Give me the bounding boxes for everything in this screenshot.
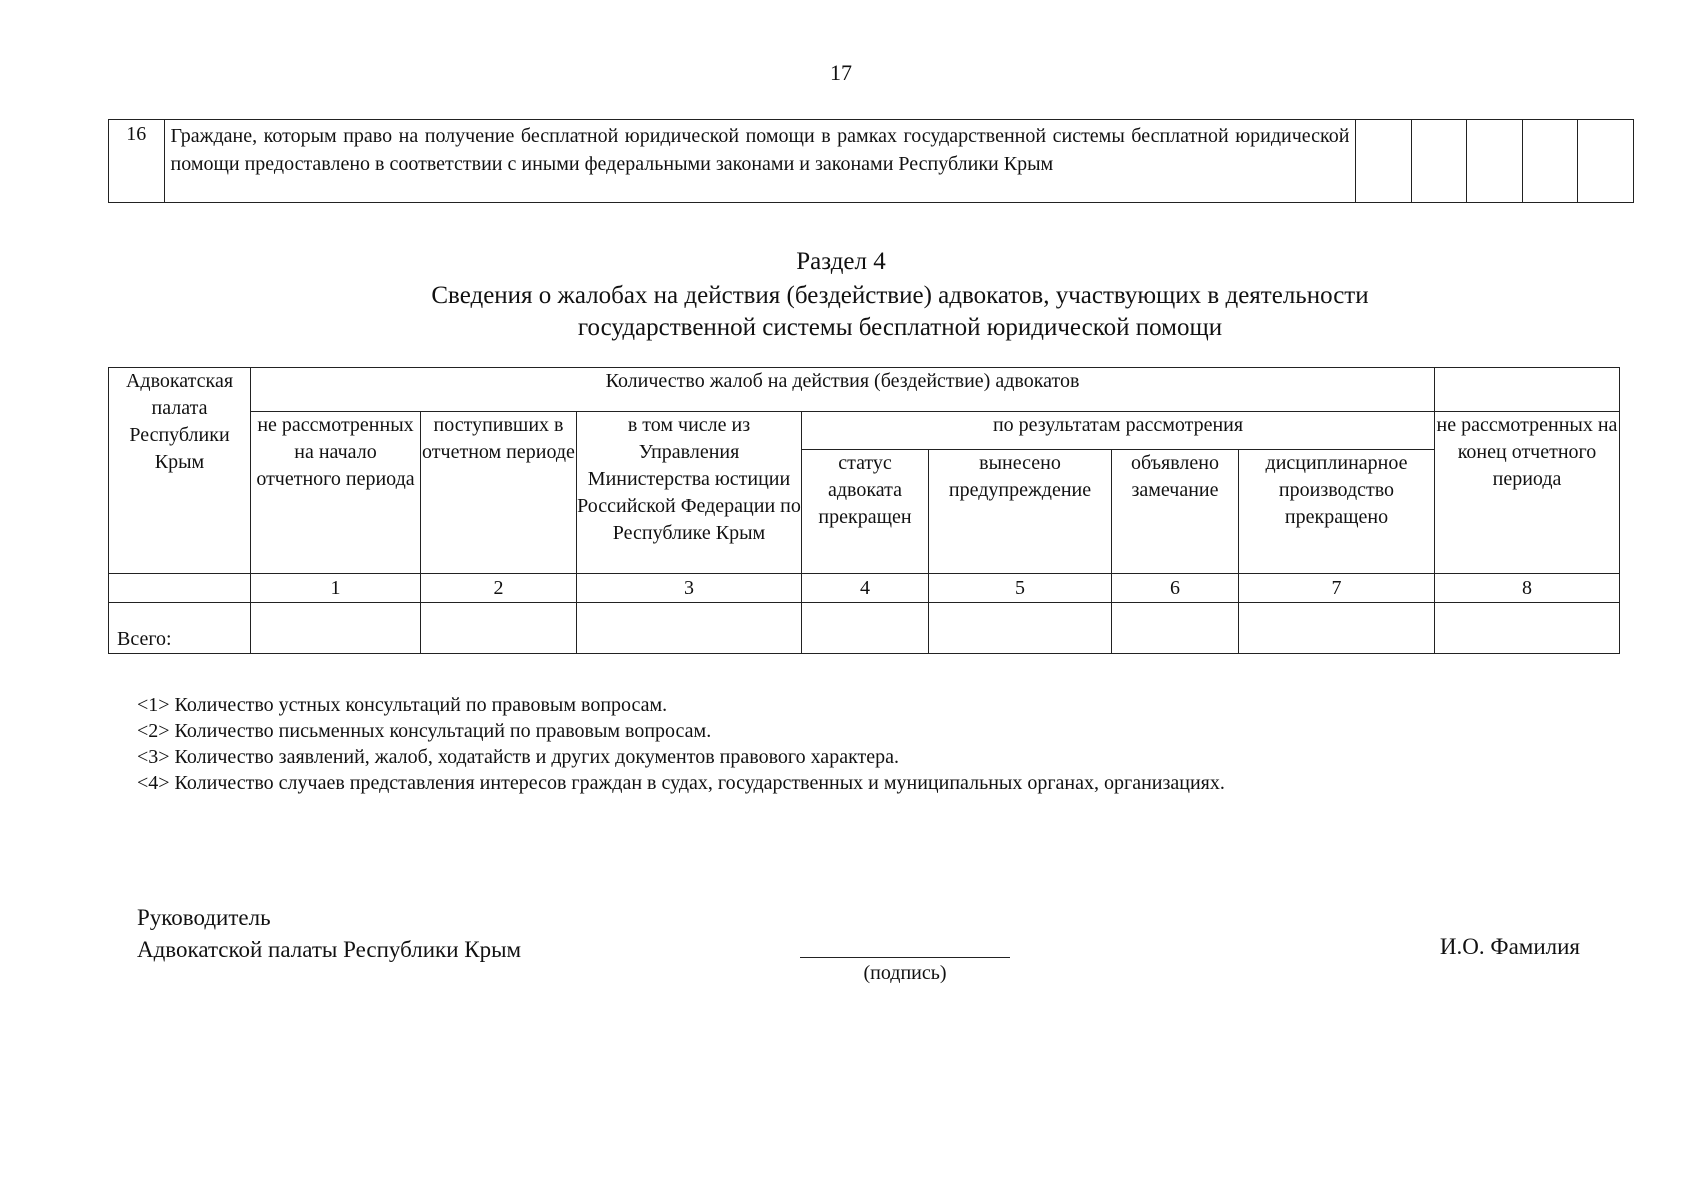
empty-cell [1578, 120, 1634, 203]
total-row [109, 603, 1620, 654]
col-header-2: поступивших в отчетном периоде [421, 412, 577, 574]
col-header-3: в том числе из Управления Министерства юстиции Российской Федерации по Республике Крым [577, 412, 802, 574]
col-header-7: дисциплинарное производство прекращено [1239, 450, 1435, 574]
empty-cell [1522, 120, 1578, 203]
table-row [109, 120, 1634, 203]
column-number: 1 [251, 574, 421, 603]
column-numbers-row [109, 574, 1620, 603]
empty-cell [421, 603, 577, 654]
section-subtitle [200, 280, 1600, 344]
empty-cell [1239, 603, 1435, 654]
empty-cell [251, 603, 421, 654]
row-number: 16 [109, 120, 165, 203]
empty-cell [1435, 603, 1620, 654]
section-subtitle-line2: государственной системы бесплатной юридической помощи [577, 314, 1223, 341]
signatory-role-line2: Адвокатской палаты Республики Крым [137, 937, 522, 962]
column-number: 8 [1435, 574, 1620, 603]
column-number: 2 [421, 574, 577, 603]
signature-line [800, 957, 1010, 958]
empty-cell [1435, 368, 1620, 412]
column-number: 4 [802, 574, 929, 603]
col-header-4: статус адвоката прекращен [802, 450, 929, 574]
header-row-2 [109, 412, 1620, 450]
page-number: 17 [830, 60, 852, 85]
empty-cell [1112, 603, 1239, 654]
signature-caption: (подпись) [863, 962, 947, 984]
footnote: <1> Количество устных консультаций по правовым вопросам. [137, 694, 668, 716]
empty-cell [109, 574, 251, 603]
col-header-5: вынесено предупреждение [929, 450, 1112, 574]
footnote: <2> Количество письменных консультаций по правовым вопросам. [137, 720, 712, 742]
empty-cell [577, 603, 802, 654]
results-header: по результатам рассмотрения [802, 412, 1435, 450]
total-label: Всего: [109, 603, 251, 654]
empty-cell [929, 603, 1112, 654]
col-header-6: объявлено замечание [1112, 450, 1239, 574]
empty-cell [1467, 120, 1523, 203]
signatory-name: И.О. Фамилия [1439, 934, 1580, 959]
col-header-1: не рассмотренных на начало отчетного периода [251, 412, 421, 574]
column-number: 7 [1239, 574, 1435, 603]
footnote: <4> Количество случаев представления интересов граждан в судах, государственных и муниципальных органах, организациях. [137, 772, 1225, 794]
signatory-role-line1: Руководитель [137, 905, 271, 930]
col-header-8: не рассмотренных на конец отчетного периода [1435, 412, 1620, 574]
empty-cell [802, 603, 929, 654]
footnote: <3> Количество заявлений, жалоб, ходатайств и других документов правового характера. [137, 746, 900, 768]
row-description: Граждане, которым право на получение бесплатной юридической помощи в рамках государственной системы бесплатной юридической помощи предоставлено в соответствии с иными федеральными законами и законами Республики Крым [164, 120, 1356, 203]
empty-cell [1356, 120, 1412, 203]
col-group-header: Количество жалоб на действия (бездействие) адвокатов [251, 368, 1435, 412]
section-title: Раздел 4 [796, 248, 886, 275]
header-row-1 [109, 368, 1620, 412]
col-header-bar: Адвокатская палата Республики Крым [109, 368, 251, 574]
column-number: 6 [1112, 574, 1239, 603]
section-subtitle-line1: Сведения о жалобах на действия (бездействие) адвокатов, участвующих в деятельности [431, 282, 1369, 309]
column-number: 3 [577, 574, 802, 603]
footnotes [137, 692, 1225, 796]
column-number: 5 [929, 574, 1112, 603]
category-row-table [108, 119, 1634, 203]
empty-cell [1411, 120, 1467, 203]
signatory-role [137, 902, 521, 966]
complaints-table [108, 367, 1620, 654]
